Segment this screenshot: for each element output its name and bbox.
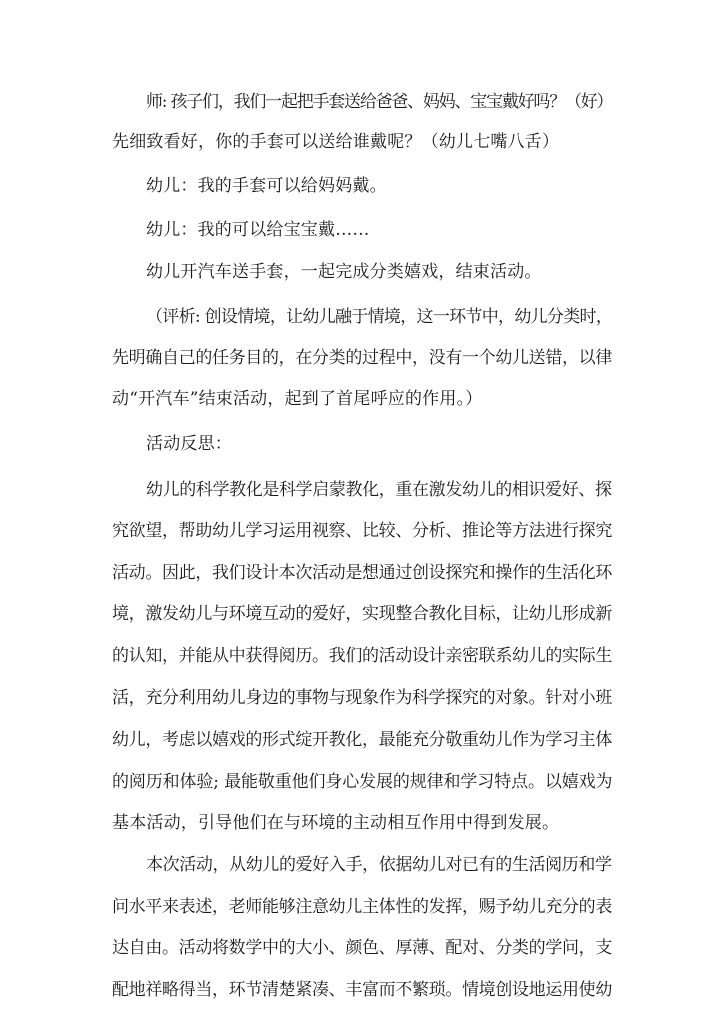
reflection-paragraph-1-line-2: 究欲望，帮助幼儿学习运用视察、比较、分析、推论等方法进行探究 xyxy=(112,521,612,541)
reflection-paragraph-1-line-8: 的阅历和体验; 最能敬重他们身心发展的规律和学习特点。以嬉戏为 xyxy=(112,772,613,792)
reflection-paragraph-1-line-9: 基本活动，引导他们在与环境的主动相互作用中得到发展。 xyxy=(112,813,560,833)
reflection-paragraph-2-line-2: 问水平来表述，老师能够注意幼儿主体性的发挥，赐予幼儿充分的表 xyxy=(112,897,612,917)
reflection-paragraph-1-line-1: 幼儿的科学教化是科学启蒙教化，重在激发幼儿的相识爱好、探 xyxy=(146,480,612,500)
dialogue-child-line-1: 幼儿：我的手套可以给妈妈戴。 xyxy=(146,176,387,196)
dialogue-child-line-2: 幼儿：我的可以给宝宝戴…… xyxy=(146,220,370,240)
reflection-paragraph-1-line-5: 的认知，并能从中获得阅历。我们的活动设计亲密联系幼儿的实际生 xyxy=(112,646,612,666)
dialogue-teacher-line-1: 师: 孩子们，我们一起把手套送给爸爸、妈妈、宝宝戴好吗？（好） xyxy=(146,92,613,112)
dialogue-teacher-line-2: 先细致看好，你的手套可以送给谁戴呢？（幼儿七嘴八舌） xyxy=(112,132,560,152)
commentary-line-1: （评析: 创设情境，让幼儿融于情境，这一环节中，幼儿分类时， xyxy=(146,307,613,327)
reflection-paragraph-1-line-3: 活动。因此，我们设计本次活动是想通过创设探究和操作的生活化环 xyxy=(112,563,612,583)
reflection-paragraph-1-line-6: 活，充分利用幼儿身边的事物与现象作为科学探究的对象。针对小班 xyxy=(112,688,612,708)
reflection-paragraph-1-line-4: 境，激发幼儿与环境互动的爱好，实现整合教化目标，让幼儿形成新 xyxy=(112,604,612,624)
reflection-paragraph-2-line-3: 达自由。活动将数学中的大小、颜色、厚薄、配对、分类的学问，支 xyxy=(112,938,612,958)
reflection-heading: 活动反思： xyxy=(146,434,232,454)
reflection-paragraph-2-line-4: 配地祥略得当，环节清楚紧凑、丰富而不繁琐。情境创设地运用使幼 xyxy=(112,980,612,1000)
activity-end-line: 幼儿开汽车送手套，一起完成分类嬉戏，结束活动。 xyxy=(146,262,542,282)
commentary-line-3: 动“开汽车”结束活动，起到了首尾呼应的作用。） xyxy=(112,389,483,409)
commentary-line-2: 先明确自己的任务目的，在分类的过程中，没有一个幼儿送错，以律 xyxy=(112,348,612,368)
reflection-paragraph-1-line-7: 幼儿，考虑以嬉戏的形式绽开教化，最能充分敬重幼儿作为学习主体 xyxy=(112,730,612,750)
reflection-paragraph-2-line-1: 本次活动，从幼儿的爱好入手，依据幼儿对已有的生活阅历和学 xyxy=(146,855,612,875)
